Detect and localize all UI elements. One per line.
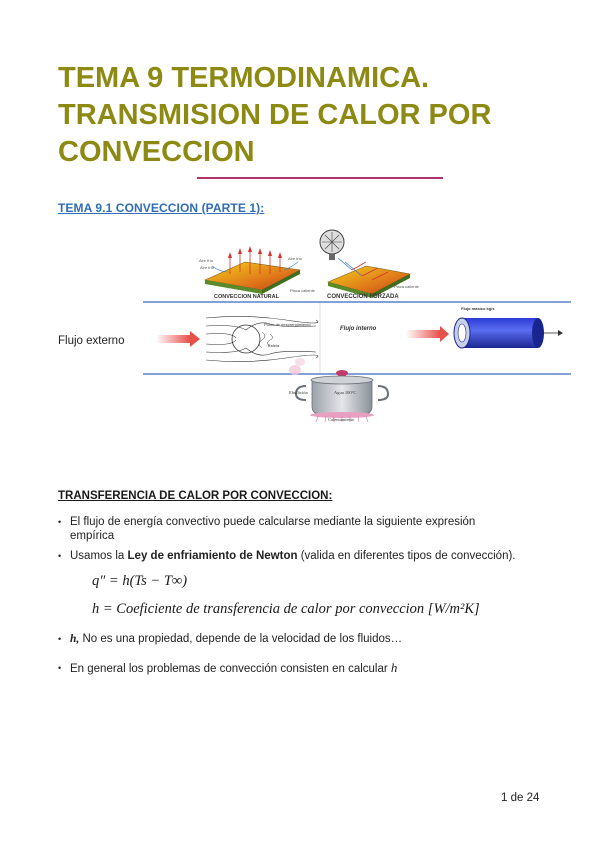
label-aire-frio-1: Aire frío <box>199 258 214 263</box>
formula-h-definition: h = Coeficiente de transferencia de calor por conveccion [W/m²K] <box>92 601 480 617</box>
page-title: TEMA 9 TERMODINAMICA. TRANSMISION DE CALOR POR CONVECCION <box>58 62 492 168</box>
document-page: TEMA 9 TERMODINAMICA. TRANSMISION DE CALOR POR CONVECCION TEMA 9.1 CONVECCION (PARTE 1): CONVECCION NATURAL CONVECCION FORZADA Aire frío Aire frío Aire frío Placa caliente Placa caliente Punto de desprendimiento Estela Flujo interno Flujo másico kg/s Agua 100°C Ebullición Calentamiento Flujo externo TRANSFERENCIA DE CALOR POR CONVECCION: • El flujo de energía convectivo puede calcularse mediante la siguiente expresión empírica • Usamos la Ley de enfriamiento de Newton (valida en diferentes tipos de convección). q″ = h(Ts − T∞) h = Coeficiente de transferencia de calor por conveccion [W/m²K] • h, No es una propiedad, depende de la velocidad de los fluidos… • En general los problemas de convección consisten en calcular h 1 de 24 <box>0 0 599 848</box>
label-estela: Estela <box>268 343 280 348</box>
label-calentamiento: Calentamiento <box>328 417 355 422</box>
label-ebullicion: Ebullición <box>289 390 308 395</box>
section-heading: TRANSFERENCIA DE CALOR POR CONVECCION: <box>58 490 333 502</box>
page-number: 1 de 24 <box>501 792 540 804</box>
side-label-flujo-externo: Flujo externo <box>58 335 125 347</box>
formula-newton: q″ = h(Ts − T∞) <box>92 573 188 589</box>
label-forzada: CONVECCION FORZADA <box>327 294 399 300</box>
section-subtitle: TEMA 9.1 CONVECCION (PARTE 1): <box>58 201 265 215</box>
label-flujo-interno: Flujo interno <box>340 326 377 332</box>
label-placa-1: Placa caliente <box>290 288 315 293</box>
convection-illustration <box>0 222 599 422</box>
label-aire-frio-3: Aire frío <box>288 256 303 261</box>
label-aire-frio-2: Aire frío <box>200 265 215 270</box>
label-agua: Agua 100°C <box>334 390 357 395</box>
label-punto: Punto de desprendimiento <box>264 322 311 327</box>
label-flujo-masico: Flujo másico kg/s <box>461 306 495 311</box>
label-placa-2: Placa caliente <box>394 284 419 289</box>
label-natural: CONVECCION NATURAL <box>214 294 279 300</box>
convection-figure <box>0 222 599 422</box>
internal-flow-diagram <box>340 318 563 348</box>
title-divider <box>197 177 443 179</box>
natural-convection-diagram <box>205 246 300 294</box>
